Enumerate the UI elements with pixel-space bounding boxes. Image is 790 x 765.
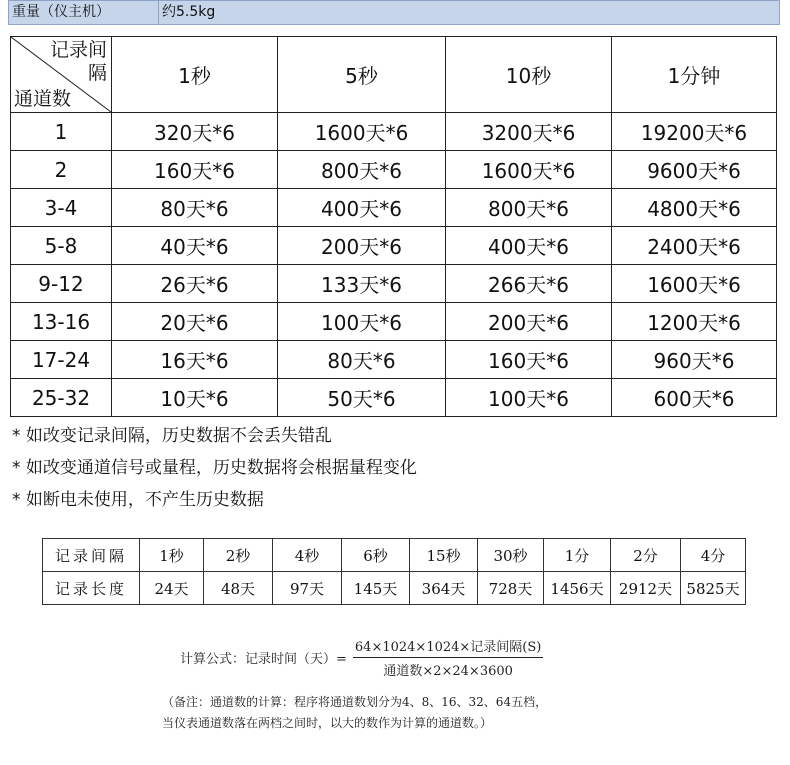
length-cell: 1456天 [544, 572, 611, 605]
value-cell: 10天*6 [112, 379, 278, 417]
value-cell: 40天*6 [112, 227, 278, 265]
table-row [11, 265, 777, 303]
value-cell: 320天*6 [112, 113, 278, 151]
formula-prefix: 计算公式：记录时间（天）= [180, 652, 347, 667]
value-cell: 400天*6 [278, 189, 446, 227]
spec-row [8, 0, 780, 25]
channel-cell: 1 [11, 113, 112, 151]
value-cell: 1200天*6 [612, 303, 777, 341]
channel-cell: 9-12 [11, 265, 112, 303]
value-cell: 200天*6 [278, 227, 446, 265]
note-item: * 如改变记录间隔，历史数据不会丢失错乱 [12, 426, 332, 446]
value-cell: 3200天*6 [446, 113, 612, 151]
value-cell: 800天*6 [278, 151, 446, 189]
table-row [11, 303, 777, 341]
channel-cell: 3-4 [11, 189, 112, 227]
channel-cell: 13-16 [11, 303, 112, 341]
value-cell: 266天*6 [446, 265, 612, 303]
channel-cell: 2 [11, 151, 112, 189]
column-header: 5秒 [278, 37, 446, 113]
spec-key: 重量（仪主机） [9, 1, 159, 24]
value-cell: 800天*6 [446, 189, 612, 227]
length-cell: 2912天 [611, 572, 681, 605]
length-cell: 97天 [273, 572, 342, 605]
record-length-table [42, 538, 746, 605]
value-cell: 20天*6 [112, 303, 278, 341]
length-cell: 24天 [140, 572, 204, 605]
length-cell: 364天 [410, 572, 478, 605]
interval-cell: 1秒 [140, 539, 204, 572]
value-cell: 2400天*6 [612, 227, 777, 265]
value-cell: 200天*6 [446, 303, 612, 341]
notes [12, 420, 417, 516]
value-cell: 1600天*6 [278, 113, 446, 151]
length-cell: 48天 [204, 572, 273, 605]
value-cell: 100天*6 [278, 303, 446, 341]
interval-cell: 15秒 [410, 539, 478, 572]
spec-value: 约5.5kg [162, 4, 216, 20]
value-cell: 160天*6 [446, 341, 612, 379]
length-cell: 145天 [342, 572, 410, 605]
channel-cell: 5-8 [11, 227, 112, 265]
storage-table [10, 36, 777, 417]
value-cell: 100天*6 [446, 379, 612, 417]
formula [180, 636, 543, 679]
diagonal-header-cell [11, 37, 112, 113]
value-cell: 80天*6 [278, 341, 446, 379]
length-row [43, 572, 746, 605]
note-item: * 如改变通道信号或量程，历史数据将会根据量程变化 [12, 458, 417, 478]
table-row [11, 151, 777, 189]
length-cell: 5825天 [681, 572, 746, 605]
remark [162, 692, 547, 734]
interval-cell: 4秒 [273, 539, 342, 572]
table-row [11, 189, 777, 227]
value-cell: 80天*6 [112, 189, 278, 227]
interval-cell: 30秒 [478, 539, 544, 572]
value-cell: 133天*6 [278, 265, 446, 303]
interval-cell: 2分 [611, 539, 681, 572]
interval-row [43, 539, 746, 572]
note-item: * 如断电未使用，不产生历史数据 [12, 490, 264, 510]
column-header: 10秒 [446, 37, 612, 113]
table-row [11, 227, 777, 265]
value-cell: 600天*6 [612, 379, 777, 417]
formula-numerator: 64×1024×1024×记录间隔(S) [353, 636, 543, 658]
interval-cell: 1分 [544, 539, 611, 572]
formula-denominator: 通道数×2×24×3600 [383, 664, 513, 679]
value-cell: 1600天*6 [446, 151, 612, 189]
value-cell: 9600天*6 [612, 151, 777, 189]
column-header: 1秒 [112, 37, 278, 113]
corner-top-label: 记录间隔 [49, 39, 107, 84]
length-cell: 728天 [478, 572, 544, 605]
table-row [11, 113, 777, 151]
value-cell: 26天*6 [112, 265, 278, 303]
value-cell: 4800天*6 [612, 189, 777, 227]
interval-cell: 4分 [681, 539, 746, 572]
remark-line: 当仪表通道数落在两档之间时，以大的数作为计算的通道数。） [162, 716, 493, 730]
interval-label: 记录间隔 [43, 539, 140, 572]
corner-bottom-label: 通道数 [14, 88, 72, 110]
value-cell: 19200天*6 [612, 113, 777, 151]
table-row [11, 379, 777, 417]
value-cell: 16天*6 [112, 341, 278, 379]
value-cell: 1600天*6 [612, 265, 777, 303]
value-cell: 960天*6 [612, 341, 777, 379]
interval-cell: 2秒 [204, 539, 273, 572]
remark-line: （备注：通道数的计算：程序将通道数划分为4、8、16、32、64五档， [162, 695, 548, 709]
column-header: 1分钟 [612, 37, 777, 113]
formula-fraction [353, 636, 543, 679]
value-cell: 400天*6 [446, 227, 612, 265]
value-cell: 50天*6 [278, 379, 446, 417]
channel-cell: 25-32 [11, 379, 112, 417]
channel-cell: 17-24 [11, 341, 112, 379]
interval-cell: 6秒 [342, 539, 410, 572]
length-label: 记录长度 [43, 572, 140, 605]
table-header-row [11, 37, 777, 113]
table-row [11, 341, 777, 379]
value-cell: 160天*6 [112, 151, 278, 189]
